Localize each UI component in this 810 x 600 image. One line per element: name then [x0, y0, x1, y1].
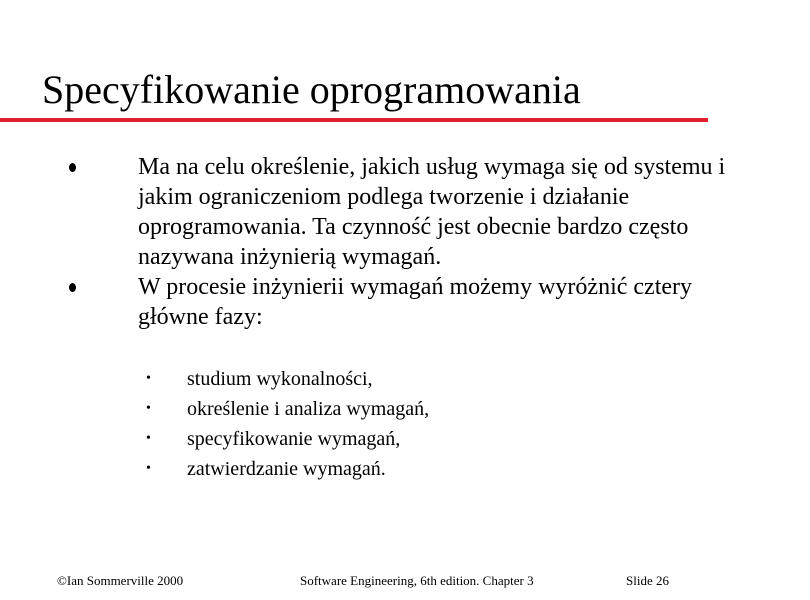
sub-bullet-text: zatwierdzanie wymagań. — [187, 458, 386, 480]
sub-bullet-item — [0, 394, 810, 424]
sub-bullet-icon: • — [146, 401, 151, 416]
sub-bullet-list — [0, 364, 810, 484]
sub-bullet-item — [0, 424, 810, 454]
sub-bullet-icon: • — [146, 461, 151, 476]
footer-slide-number: Slide 26 — [626, 573, 669, 588]
slide-title: Specyfikowanie oprogramowania — [42, 67, 581, 112]
footer-copyright: ©Ian Sommerville 2000 — [57, 573, 184, 588]
bullet-list — [0, 152, 810, 332]
sub-bullet-text: specyfikowanie wymagań, — [187, 428, 401, 450]
bullet-dot-icon — [69, 283, 76, 292]
sub-bullet-item — [0, 364, 810, 394]
title-underline — [0, 118, 708, 122]
bullet-item — [0, 152, 738, 272]
sub-bullet-icon: • — [146, 431, 151, 446]
sub-bullet-text: określenie i analiza wymagań, — [187, 398, 430, 420]
bullet-item — [0, 272, 738, 332]
sub-bullet-text: studium wykonalności, — [187, 368, 373, 390]
bullet-dot-icon — [69, 163, 76, 172]
sub-bullet-item — [0, 454, 810, 484]
bullet-text: Ma na celu określenie, jakich usług wymaga się od systemu i jakim ograniczeniom podlega tworzenie i działanie oprogramowania. Ta czynność jest obecnie bardzo często nazywana inżynierią wymagań. — [138, 154, 726, 270]
footer-book-title: Software Engineering, 6th edition. Chapter 3 — [300, 573, 534, 588]
bullet-text: W procesie inżynierii wymagań możemy wyróżnić cztery główne fazy: — [138, 274, 693, 330]
sub-bullet-icon: • — [146, 371, 151, 386]
